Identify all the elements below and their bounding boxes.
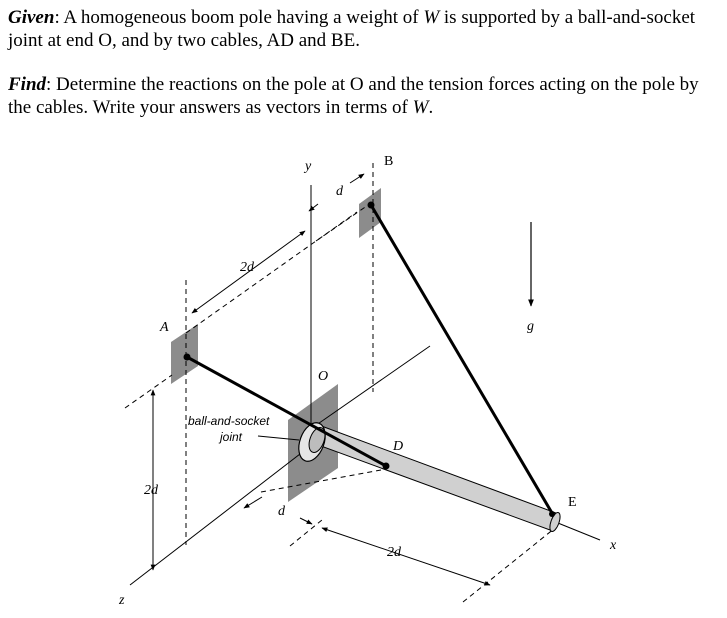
label-2d-bottom: 2d <box>387 545 401 560</box>
dimension-d-top-left <box>309 204 318 211</box>
construction-lines <box>125 163 555 602</box>
find-text-1: : Determine the reactions on the pole at O and the tension forces acting on the pole by the cables. Write your answers as vectors in terms of <box>8 74 699 118</box>
wall-guide-line <box>312 346 430 428</box>
plate-A <box>171 324 198 384</box>
label-D: D <box>393 439 404 454</box>
label-joint-1: ball-and-socket <box>188 414 270 428</box>
dimension-2d-bottom <box>322 528 490 585</box>
plate-B <box>359 188 381 238</box>
label-z: z <box>119 593 125 608</box>
z-axis <box>130 454 300 585</box>
point-E <box>549 511 555 517</box>
boom-pole <box>310 424 556 530</box>
point-B <box>368 202 375 209</box>
find-label: Find <box>8 74 47 95</box>
find-weight-symbol: W <box>412 97 429 118</box>
dimension-d-bottom-right <box>300 518 312 524</box>
label-A: A <box>160 320 169 335</box>
given-text-1: : A homogeneous boom pole having a weight of <box>54 7 424 28</box>
cable-AD <box>187 357 386 466</box>
given-weight-symbol: W <box>423 7 440 28</box>
label-B: B <box>384 154 394 169</box>
point-D <box>383 463 390 470</box>
label-O: O <box>318 369 329 384</box>
label-E: E <box>568 495 577 510</box>
label-d-top: d <box>336 184 343 199</box>
label-d-bottom: d <box>278 504 285 519</box>
label-joint-2: joint <box>220 430 243 444</box>
find-text-2: . <box>428 97 434 118</box>
given-label: Given <box>8 7 55 28</box>
label-x: x <box>610 538 617 553</box>
dimension-d-top-right <box>350 174 364 183</box>
label-y: y <box>305 159 312 174</box>
label-g: g <box>527 319 534 334</box>
dimension-d-bottom-left <box>244 497 262 508</box>
point-A <box>184 354 191 361</box>
label-2d-top: 2d <box>240 260 254 275</box>
label-2d-left: 2d <box>144 483 158 498</box>
given-text-2: is supported by a ball-and-socket joint at end O, and by two cables, AD and BE. <box>8 7 696 51</box>
